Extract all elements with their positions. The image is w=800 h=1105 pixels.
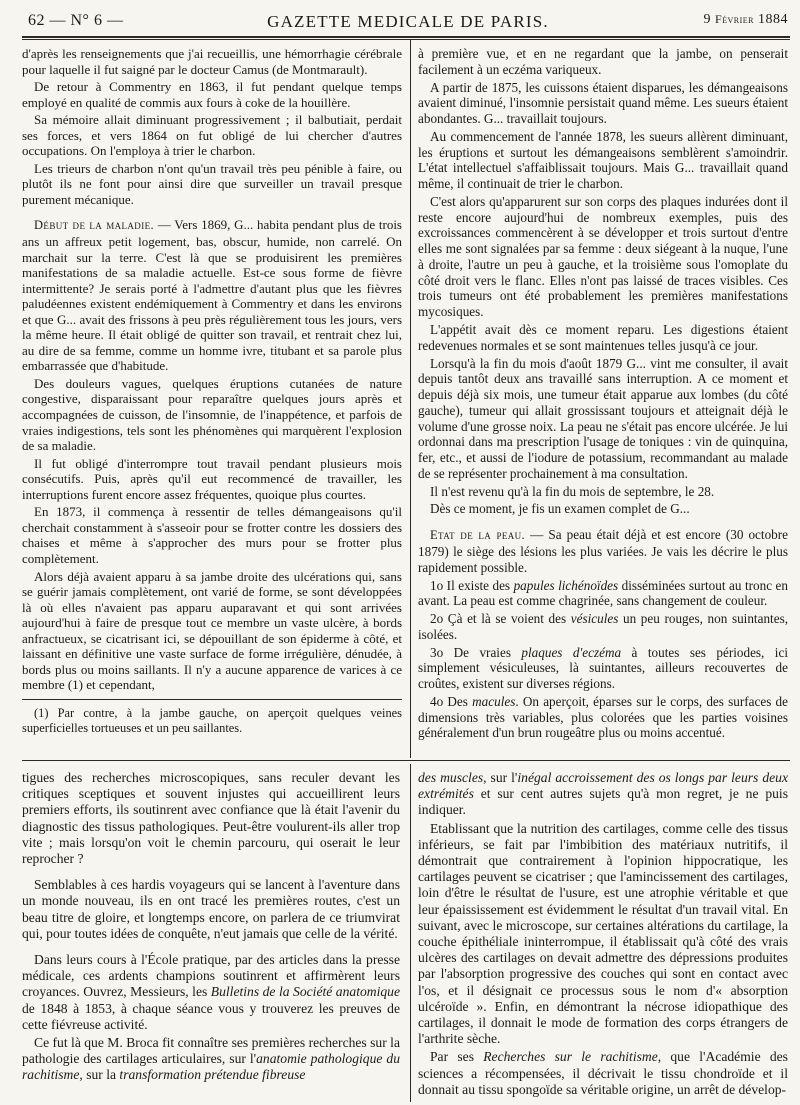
paragraph [418, 770, 788, 819]
paragraph: Il n'est revenu qu'à la fin du mois de septembre, le 28. [430, 483, 715, 499]
column-top-right [418, 46, 788, 743]
issue-date [703, 12, 788, 28]
paragraph: Lorsqu'à la fin du mois d'août 1879 G... vint me consulter, il avait depuis tantôt deux ans travaillé sans interruption. A ce moment et depuis déjà six mois, une tumeur était apparue aux lombes (du côté gauche), tumeur qui allait grossissant toujours et atteignait déjà le volume d'une grosse noix. La peau ne s'était pas encore ulcérée. Je lui ordonnai dans ma prescription l'usage de toniques : vin de quinquina, fer, etc., et aussi de l'iodure de potassium, recommandant au malade de se représenter prochainement à ma consultation. [418, 355, 788, 481]
paragraph [22, 952, 400, 1033]
text: , que l'Académie des sciences a récompensées, il décrivait le tissu chondroïde et il donnait au tissu spongoïde sa véritable origine, un arrêt de dévelop- [418, 1049, 788, 1097]
paragraph: De retour à Commentry en 1863, il fut pendant quelque temps employé en qualité de commis aux fours à coke de la houillère. [22, 79, 402, 110]
paragraph: Il fut obligé d'interrompre tout travail pendant plusieurs mois consécutifs. Puis, après qu'il eut recommencé de travailler, les interruptions furent encore assez fréquentes, quoique plus courtes. [22, 455, 402, 502]
italic-term: vésicules [570, 611, 619, 627]
header-rule [22, 36, 790, 38]
paragraph: Des douleurs vagues, quelques éruptions cutanées de nature congestive, disparaissant pour reparaître quelques jours après et accompagnées de cuisson, de l'insomnie, de l'inappétence, et parfois de vraies indigestions, tels sont les phénomènes qui marquèrent l'explosion de sa maladie. [22, 375, 402, 454]
text: Par ses [430, 1049, 484, 1065]
text: disséminées surtout au tronc en avant. La peau est comme chagrinée, sans changement de couleur. [418, 577, 788, 609]
paragraph-text: — Sa peau était déjà et est encore (30 octobre 1879) le siège des lésions les plus variées. Je vais les décrire le plus rapidement possible. [418, 527, 789, 575]
list-item [418, 694, 788, 741]
text: Dans leurs cours à l'École pratique, par des articles dans la presse médicale, ces ardents champions soutinrent et affirmèrent leurs croyances. Ouvrez, Messieurs, les [22, 952, 400, 1000]
italic-title: inégal accroissement des os longs par leurs deux extrémités [418, 770, 788, 802]
date-month: Février [714, 12, 754, 26]
paragraph: Semblables à ces hardis voyageurs qui se lancent à l'aventure dans un monde nouveau, ils en ont tracé les premières routes, c'est un beau titre de gloire, et longtemps encore, on parlera de ce triumvirat qui, pour toutes idées de conquête, n'eut jamais que celle de la vérité. [22, 877, 400, 941]
italic-title: transformation prétendue fibreuse [119, 1067, 306, 1083]
text: 1o Il existe des [430, 577, 514, 593]
list-item [418, 611, 788, 643]
text: à toutes ses périodes, ici simplement vésiculeuses, là suintantes, ailleurs recouvertes de croûtes, existent sur diverses régions. [418, 644, 788, 692]
italic-title: Bulletins de la Société anatomique [210, 984, 400, 1000]
text: , sur la [79, 1067, 120, 1083]
paragraph: C'est alors qu'apparurent sur son corps des plaques indurées dont il reste encore aujourd'hui de nombreux exemples, puis des excroissances commencèrent à se développer et trois surtout d'entre elles me sont signalées par sa femme : deux siégeant à la nuque, l'une à droite, l'autre un peu à gauche, et la troisième sous l'omoplate du côté droit vers le flanc. Elles n'ont pas laissé de traces visibles. Ces trois tumeurs ont été probablement les premières manifestations mycosiques. [418, 193, 788, 320]
section-heading: Début de la maladie. [34, 218, 155, 233]
journal-title: GAZETTE MEDICALE DE PARIS. [267, 12, 549, 31]
paragraph: Sa mémoire allait diminuant progressivement ; il balbutiait, perdait ses forces, et vers 1864 on fut obligé de lui chercher d'autres occupations. On l'employa à trier le charbon. [22, 112, 402, 159]
italic-title: Recherches sur le rachitisme [483, 1049, 658, 1065]
italic-term: plaques d'eczéma [521, 644, 622, 660]
section-heading: Etat de la peau. [430, 528, 526, 543]
text: 2o Çà et là se voient des [430, 611, 571, 627]
section-divider [22, 760, 790, 761]
paragraph: d'après les renseignements que j'ai recueillis, une hémorrhagie cérébrale pour laquelle il fut saigné par le docteur Camus (de Montmarault). [22, 46, 402, 77]
page-number: 62 — N° 6 — [28, 12, 124, 29]
text: 3o De vraies [430, 644, 522, 660]
paragraph: A partir de 1875, les cuissons étaient disparues, les démangeaisons avaient diminué, l'insomnie persistait quand même. Les sueurs étaient abondantes. G... travaillait toujours. [418, 79, 788, 127]
text: un peu rouges, non suintantes, isolées. [418, 611, 788, 642]
header-rule-thin [22, 39, 790, 40]
italic-title: des muscles [418, 770, 484, 785]
paragraph: En 1873, il commença à ressentir de telles démangeaisons qu'il cherchait constamment à s'asseoir pour se frotter contre les dossiers des chaises et même à s'approcher des murs pour se frotter plus complètement. [22, 504, 402, 566]
paragraph: Les trieurs de charbon n'ont qu'un travail très peu pénible à faire, ou plutôt ils ne font pour ainsi dire que surveiller un travail presque purement mécanique. [22, 160, 402, 207]
page-header [28, 12, 788, 34]
text: de 1848 à 1853, à chaque séance vous y trouverez les preuves de cette fiévreuse activité. [22, 1000, 400, 1032]
paragraph [418, 1049, 788, 1098]
column-divider-top [410, 40, 411, 758]
paragraph: Alors déjà avaient apparu à sa jambe droite des ulcérations qui, sans se guérir jamais complètement, ont varié de forme, se sont développées là où elles n'avaient pas apparu auparavant et qui sont arrivées aujourd'hui à faire de presque tout ce membre un vaste ulcère, à bords anfractueux, se cicatrisant ici, se dépouillant de son épiderme à côté, et laissant en définitive une vaste surface de forme irrégulière, dénudée, à bords plus ou moins saillants. Il n'y a aucune apparence de varices à ce membre (1) et cependant, [22, 568, 402, 693]
list-item [418, 578, 788, 610]
paragraph: à première vue, et en ne regardant que la jambe, on penserait facilement à un eczéma variqueux. [418, 46, 788, 77]
text: . On aperçoit, éparses sur le corps, des surfaces de dimensions très variables, plus colorées que les parties voisines généralement d'un brun rougeâtre plus ou moins accentué. [418, 693, 788, 741]
paragraph-section-start [22, 217, 402, 373]
column-bottom-right [418, 770, 788, 1100]
italic-term: macules [472, 693, 516, 709]
footnote: (1) Par contre, à la jambe gauche, on aperçoit quelques veines superficielles tortueuses et un peu saillantes. [22, 705, 402, 735]
text: , sur l' [483, 770, 518, 785]
text: et sur cent autres sujets qu'à mon regret, je ne puis indiquer. [418, 786, 788, 818]
text: 4o Des [430, 693, 473, 709]
column-divider-bottom [410, 764, 411, 1102]
column-top-left [22, 46, 402, 737]
paragraph-text: — Vers 1869, G... habita pendant plus de trois ans un affreux petit logement, bas, obscur, humide, non carrelé. On marchait sur la terre. C'est là que se produisirent les premières manifestations de sa maladie actuelle. Est-ce sous forme de fièvre intermittente? Je serais porté à l'admettre d'autant plus que les fièvres paludéennes existent endémiquement à Commentry et dans les environs et que G... avait des frissons à peu près régulièrement tous les jours, vers la même heure. Il était obligé de quitter son travail, et rentrait chez lui, au dire de sa femme, comme un homme ivre, titubant et sa parole plus embarrassée que d'habitude. [22, 217, 402, 374]
date-day: 9 [703, 12, 711, 27]
paragraph: Etablissant que la nutrition des cartilages, comme celle des tissus inférieurs, se fait par l'imbibition des matériaux nutritifs, il démontrait que contrairement à l'opinion hippocratique, les cartilages peuvent se cicatriser ; que l'amincissement des cartilages, loin d'être le résultat de l'usure, est une atrophie véritable et que leur épaississement est évidemment le résultat d'un travail vital. En suivant, avec le microscope, sur certaines altérations du cartilage, la couche épithéliale ininterrompue, il établissait qu'à côté des vrais ulcères des cartilages on devait admettre des dépressions produites par l'absorption progressive des couches qui sont en contact avec l'os, et il désignait ce processus sous le nom d'« absorption ulcéroïde ». Enfin, en démontrant la nécrose idiopathique des cartilages, il donnait le mode de formation des corps étrangers de l'arthrite sèche. [418, 820, 788, 1047]
paragraph: Au commencement de l'année 1878, les sueurs allèrent diminuant, les éruptions et surtout les démangeaisons semblèrent s'amoindrir. L'état intellectuel s'affaiblissait toujours. Mais G... travaillait quand même, il continuait de trier le charbon. [418, 128, 788, 192]
list-item [418, 645, 788, 692]
italic-term: papules lichénoïdes [513, 577, 619, 593]
date-year: 1884 [758, 12, 788, 27]
paragraph: L'appétit avait dès ce moment reparu. Les digestions étaient redevenues normales et se sont maintenues telles jusqu'à ce jour. [418, 322, 788, 353]
paragraph: tigues des recherches microscopiques, sans reculer devant les critiques sceptiques et souvent injustes qui accueillirent leurs premiers efforts, ils soutinrent avec confiance que là était l'avenir du diagnostic des tissus pathologiques. Peut-être voulurent-ils aller trop vite ; mais lorsqu'on voit le chemin parcouru, qui oserait le leur reprocher ? [22, 770, 400, 867]
paragraph: Dès ce moment, je fis un examen complet de G... [430, 501, 690, 517]
text: Ce fut là que M. Broca fit connaître ses premières recherches sur la pathologie des cartilages articulaires, sur l' [22, 1035, 400, 1067]
paragraph-section-start [418, 527, 788, 575]
italic-title: anatomie pathologique du rachitisme [22, 1051, 400, 1083]
column-bottom-left [22, 770, 400, 1086]
paragraph [22, 1035, 400, 1084]
footnote-rule [22, 699, 402, 700]
